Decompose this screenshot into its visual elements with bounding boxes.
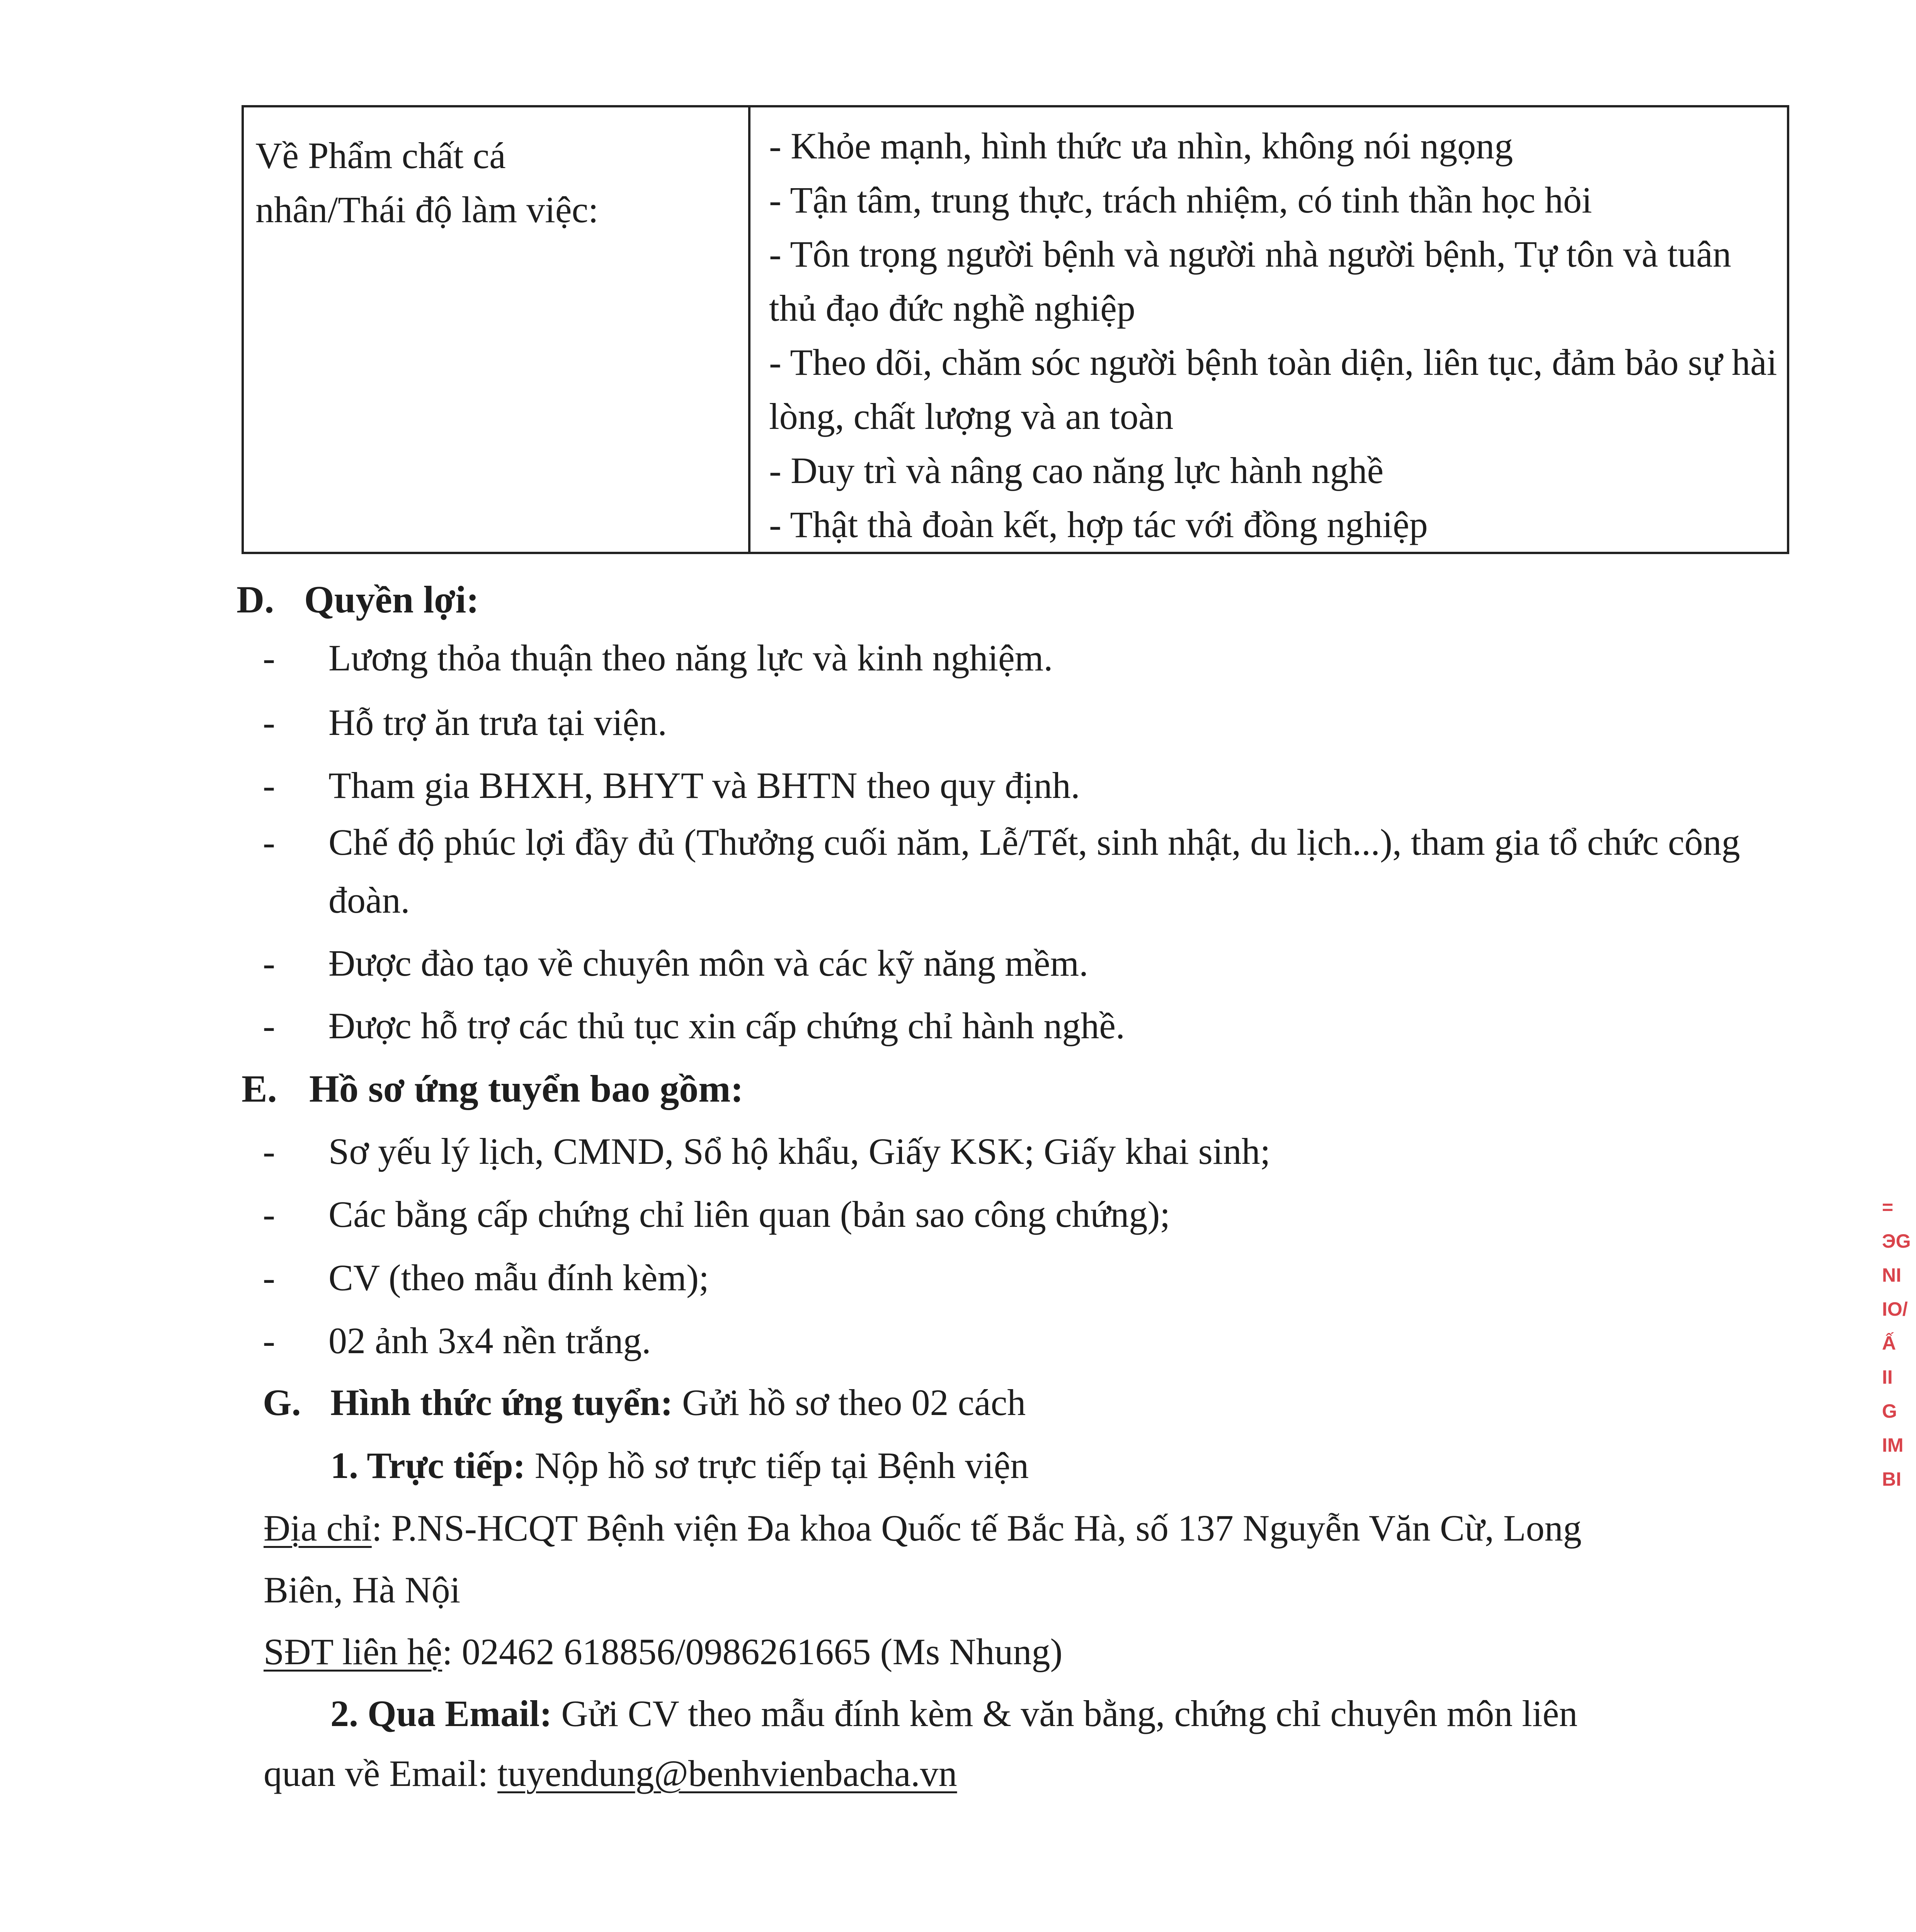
- stamp-text: =: [1882, 1196, 1894, 1218]
- email-link[interactable]: tuyendung@benhvienbacha.vn: [497, 1753, 957, 1794]
- address-text: : P.NS-HCQT Bệnh viện Đa khoa Quốc tế Bắc Hà, số 137 Nguyễn Văn Cừ, Long: [371, 1507, 1582, 1549]
- document-item: [263, 1122, 1770, 1180]
- document-item: [263, 1185, 1770, 1243]
- phone-line: [264, 1623, 1063, 1681]
- method-direct-title: 1. Trực tiếp:: [330, 1445, 526, 1486]
- address-label: Địa chỉ: [264, 1507, 372, 1549]
- method-email-title: 2. Qua Email:: [330, 1693, 552, 1734]
- qualities-label-cell: [243, 106, 749, 553]
- phone-text: : 02462 618856/0986261665 (Ms Nhung): [442, 1631, 1063, 1672]
- stamp-fragment: [1882, 1190, 1916, 1538]
- bullet-dash: -: [263, 1194, 275, 1235]
- document-item: [263, 1312, 1770, 1370]
- qualities-items-cell: [749, 106, 1788, 553]
- document-text: Sơ yếu lý lịch, CMND, Sổ hộ khẩu, Giấy KSK; Giấy khai sinh;: [328, 1131, 1271, 1172]
- benefit-item: [263, 629, 1770, 687]
- benefit-text: Hỗ trợ ăn trưa tại viện.: [328, 702, 667, 743]
- quality-item: - Khỏe mạnh, hình thức ưa nhìn, không nói ngọng: [769, 125, 1513, 167]
- section-d-letter: D.: [237, 578, 274, 621]
- qualities-label: Về Phẩm chất cá nhân/Thái độ làm việc:: [255, 135, 599, 230]
- quality-item: - Theo dõi, chăm sóc người bệnh toàn diện, liên tục, đảm bảo sự hài lòng, chất lượng và an toàn: [769, 342, 1787, 437]
- quality-item: - Tôn trọng người bệnh và người nhà người bệnh, Tự tôn và tuân thủ đạo đức nghề nghiệp: [769, 233, 1741, 329]
- quality-item: - Duy trì và nâng cao năng lực hành nghề: [769, 450, 1384, 491]
- method-email: [330, 1685, 1577, 1743]
- section-d-title: Quyền lợi:: [304, 578, 479, 621]
- benefit-item: [263, 757, 1770, 815]
- benefit-text: Chế độ phúc lợi đầy đủ (Thưởng cuối năm, Lễ/Tết, sinh nhật, du lịch...), tham gia tổ chức công đoàn.: [328, 821, 1740, 921]
- section-e-letter: E.: [242, 1067, 277, 1110]
- bullet-dash: -: [263, 1005, 275, 1046]
- section-g-title-rest: Gửi hồ sơ theo 02 cách: [673, 1382, 1026, 1423]
- method-email-line-2: [264, 1745, 957, 1803]
- stamp-text: G: [1882, 1400, 1897, 1422]
- benefit-item: [263, 934, 1770, 992]
- benefit-text: Lương thỏa thuận theo năng lực và kinh nghiệm.: [328, 637, 1053, 679]
- bullet-dash: -: [263, 1320, 275, 1361]
- bullet-dash: -: [263, 702, 275, 743]
- stamp-text: IO/: [1882, 1298, 1908, 1320]
- bullet-dash: -: [263, 942, 275, 984]
- stamp-text: BI: [1882, 1468, 1901, 1490]
- method-email-text-2: quan về Email:: [264, 1753, 498, 1794]
- address-line-2: Biên, Hà Nội: [264, 1569, 461, 1611]
- benefit-item: [263, 813, 1770, 929]
- section-e-heading: [242, 1062, 744, 1116]
- address-line: [264, 1499, 1582, 1557]
- benefit-text: Được hỗ trợ các thủ tục xin cấp chứng chỉ hành nghề.: [328, 1005, 1125, 1046]
- bullet-dash: -: [263, 765, 275, 806]
- bullet-dash: -: [263, 1257, 275, 1298]
- phone-label: SĐT liên hệ: [264, 1631, 442, 1672]
- section-e-title: Hồ sơ ứng tuyển bao gồm:: [309, 1067, 744, 1110]
- document-item: [263, 1249, 1770, 1307]
- stamp-text: II: [1882, 1366, 1893, 1388]
- benefit-text: Được đào tạo về chuyên môn và các kỹ năng mềm.: [328, 942, 1089, 984]
- section-g-title: Hình thức ứng tuyển:: [330, 1382, 673, 1423]
- section-g-heading: [263, 1374, 1026, 1432]
- section-g-letter: G.: [263, 1382, 301, 1423]
- stamp-text: Ấ: [1882, 1332, 1896, 1354]
- bullet-dash: -: [263, 1131, 275, 1172]
- quality-item: - Tận tâm, trung thực, trách nhiệm, có tinh thần học hỏi: [769, 179, 1592, 221]
- stamp-text: NI: [1882, 1264, 1901, 1286]
- method-direct: [330, 1437, 1029, 1495]
- benefit-item: [263, 997, 1770, 1055]
- benefit-item: [263, 694, 1770, 752]
- stamp-text: ЭG: [1882, 1230, 1911, 1252]
- document-text: Các bằng cấp chứng chỉ liên quan (bản sao công chứng);: [328, 1194, 1170, 1235]
- method-email-text: Gửi CV theo mẫu đính kèm & văn bằng, chứng chỉ chuyên môn liên: [552, 1693, 1578, 1734]
- benefit-text: Tham gia BHXH, BHYT và BHTN theo quy định.: [328, 765, 1080, 806]
- document-text: CV (theo mẫu đính kèm);: [328, 1257, 709, 1298]
- bullet-dash: -: [263, 821, 275, 863]
- quality-item: - Thật thà đoàn kết, hợp tác với đồng nghiệp: [769, 504, 1428, 545]
- bullet-dash: -: [263, 637, 275, 679]
- method-direct-text: Nộp hồ sơ trực tiếp tại Bệnh viện: [525, 1445, 1029, 1486]
- stamp-text: IM: [1882, 1434, 1904, 1456]
- document-text: 02 ảnh 3x4 nền trắng.: [328, 1320, 651, 1361]
- section-d-heading: [237, 573, 479, 627]
- qualities-table: [242, 105, 1789, 554]
